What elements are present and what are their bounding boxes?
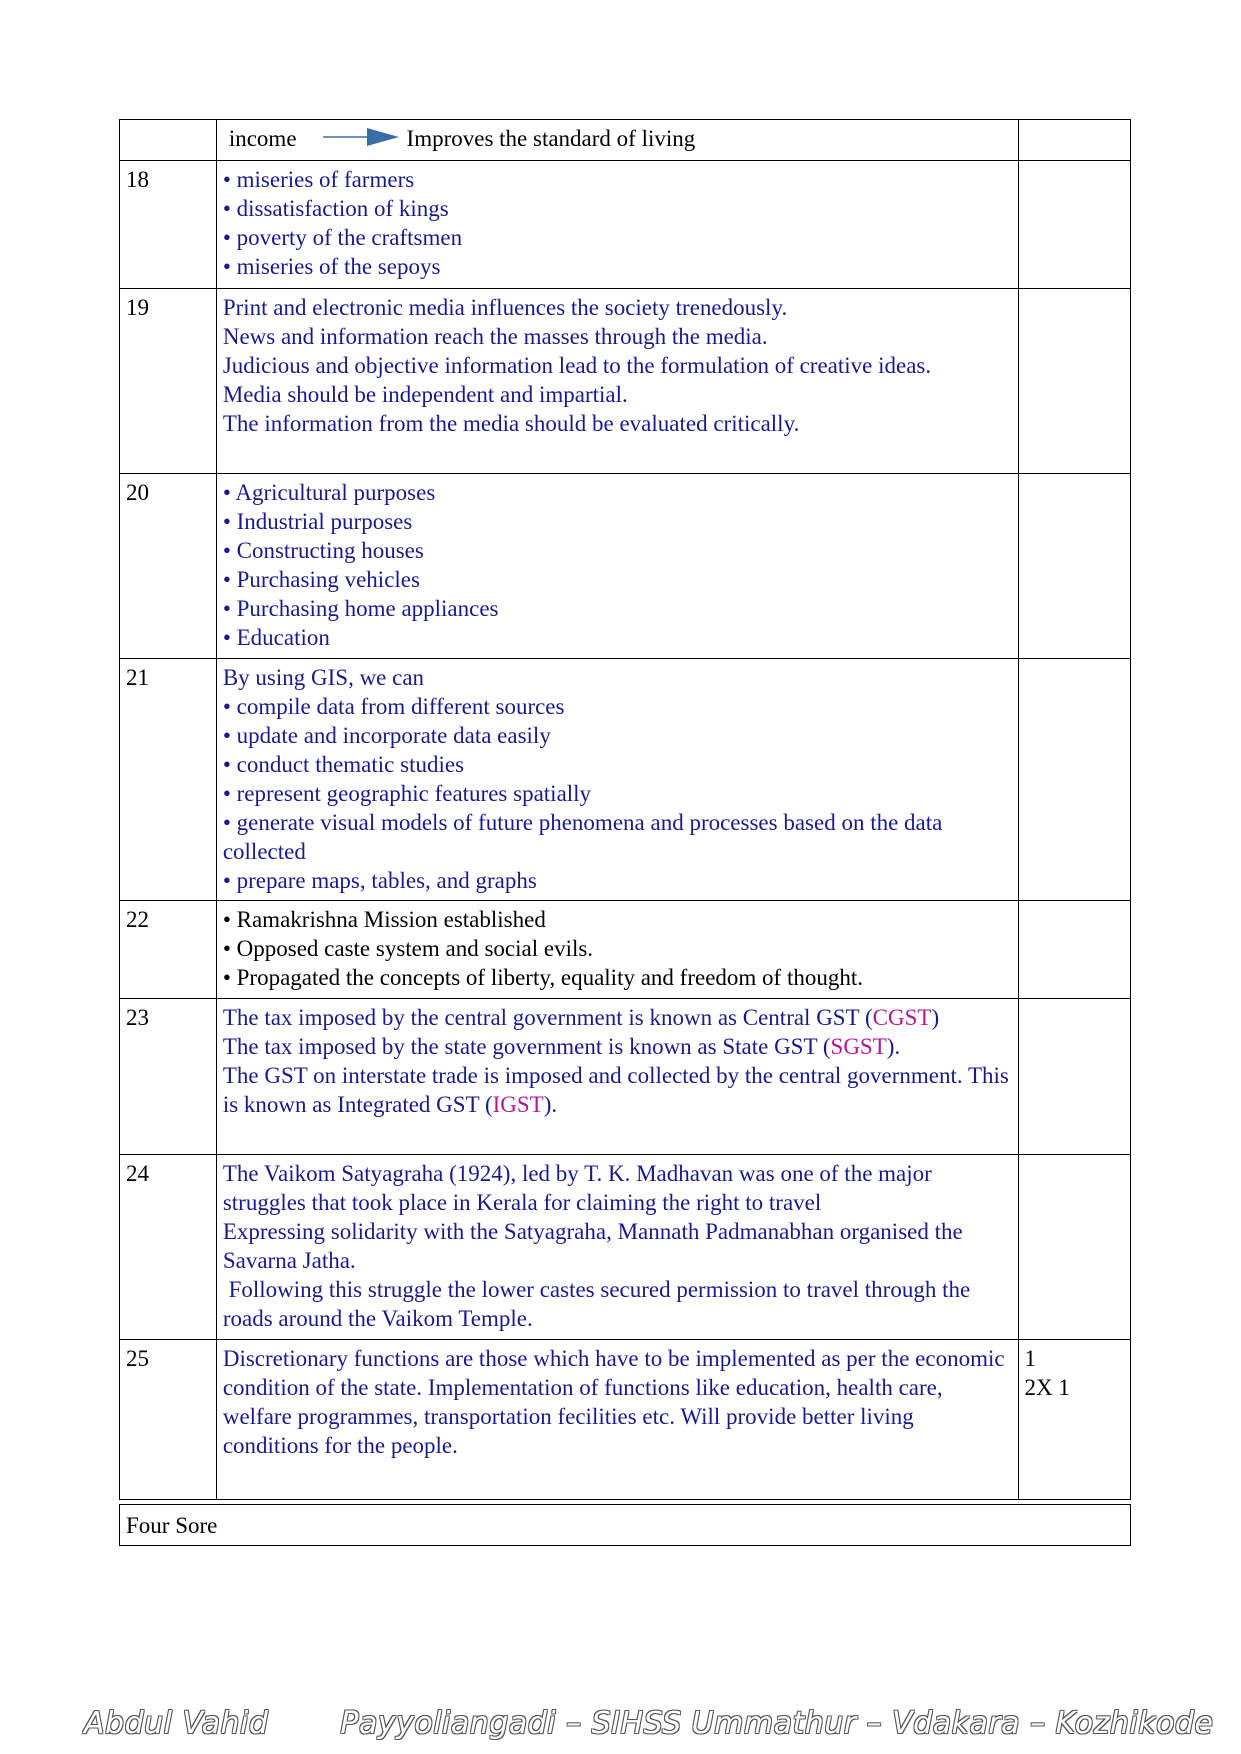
arrow-right-icon	[323, 126, 399, 155]
marks-cell	[1018, 659, 1130, 901]
marks-cell	[1018, 474, 1130, 659]
marks-value: 2X 1	[1024, 1375, 1070, 1400]
answer-line: • Industrial purposes	[222, 509, 413, 534]
gst-text: ).	[886, 1034, 901, 1059]
answer-line: • poverty of the craftsmen	[222, 225, 463, 250]
marks-cell	[1018, 161, 1130, 289]
table-row	[120, 474, 1131, 659]
answer-line: • generate visual models of future phenomena and processes based on the data collected	[222, 810, 943, 864]
gst-abbr: SGST	[830, 1034, 887, 1059]
table-row	[120, 161, 1131, 289]
school-location: Payyoliangadi – SIHSS Ummathur – Vdakara – Kozhikode	[340, 1706, 1214, 1741]
answer-line: • Purchasing vehicles	[222, 567, 420, 592]
question-number: 23	[120, 999, 217, 1155]
answer-line: • Ramakrishna Mission established	[222, 907, 546, 932]
answer-line: News and information reach the masses through the media.	[222, 324, 768, 349]
answer-cell	[216, 120, 1018, 161]
table-row	[120, 120, 1131, 161]
gst-text: The tax imposed by the state government is known as State GST (	[222, 1034, 831, 1059]
answer-line: • compile data from different sources	[222, 694, 565, 719]
answer-line	[223, 1032, 1012, 1061]
gst-text: )	[931, 1005, 940, 1030]
question-number: 24	[120, 1155, 217, 1340]
question-number	[120, 120, 217, 161]
answer-line: Discretionary functions are those which have to be implemented as per the economic condition of the state. Implementation of functions like education, health care, welfare programmes, transportation fecilities etc. Will provide better living conditions for the people.	[222, 1346, 1005, 1458]
marks-cell	[1018, 289, 1130, 474]
answer-line: • miseries of farmers	[222, 167, 415, 192]
improves-label: Improves the standard of living	[406, 126, 696, 151]
answer-cell	[216, 1155, 1018, 1340]
answer-line	[223, 1061, 1012, 1119]
answer-line: Print and electronic media influences the society trenedously.	[222, 295, 788, 320]
marks-cell	[1018, 1340, 1130, 1500]
answer-line: The information from the media should be evaluated critically.	[222, 411, 800, 436]
four-score-label: Four Sore	[120, 1505, 1131, 1546]
answer-cell	[216, 999, 1018, 1155]
answer-key-table	[119, 119, 1131, 1500]
answer-line: • Education	[222, 625, 330, 650]
marks-cell	[1018, 1155, 1130, 1340]
question-number: 21	[120, 659, 217, 901]
marks-cell	[1018, 120, 1130, 161]
answer-line: Following this struggle the lower castes secured permission to travel through the roads around the Vaikom Temple.	[222, 1277, 976, 1331]
answer-cell	[216, 901, 1018, 999]
table-row	[120, 901, 1131, 999]
answer-line: • update and incorporate data easily	[222, 723, 551, 748]
income-label: income	[228, 126, 297, 151]
gst-abbr: CGST	[872, 1005, 932, 1030]
marks-value: 1	[1024, 1346, 1037, 1371]
answer-line: Judicious and objective information lead to the formulation of creative ideas.	[222, 353, 932, 378]
answer-line: • Constructing houses	[222, 538, 424, 563]
table-row	[120, 1505, 1131, 1546]
answer-line: • dissatisfaction of kings	[222, 196, 449, 221]
question-number: 19	[120, 289, 217, 474]
gst-text: The tax imposed by the central government is known as Central GST (	[222, 1005, 873, 1030]
answer-cell	[216, 1340, 1018, 1500]
question-number: 20	[120, 474, 217, 659]
table-row	[120, 1340, 1131, 1500]
page-footer	[84, 1706, 1213, 1741]
question-number: 22	[120, 901, 217, 999]
question-number: 25	[120, 1340, 217, 1500]
answer-line: • represent geographic features spatially	[222, 781, 592, 806]
answer-cell	[216, 659, 1018, 901]
answer-line	[223, 1003, 1012, 1032]
answer-line: Media should be independent and impartial.	[222, 382, 628, 407]
answer-line: • Purchasing home appliances	[222, 596, 499, 621]
answer-line: Expressing solidarity with the Satyagraha, Mannath Padmanabhan organised the Savarna Jatha.	[222, 1219, 963, 1273]
answer-line: • prepare maps, tables, and graphs	[222, 868, 537, 893]
answer-cell	[216, 289, 1018, 474]
marks-cell	[1018, 901, 1130, 999]
answer-line: By using GIS, we can	[222, 665, 425, 690]
answer-cell	[216, 161, 1018, 289]
answer-line: • conduct thematic studies	[222, 752, 465, 777]
answer-line: • Propagated the concepts of liberty, equality and freedom of thought.	[222, 965, 863, 990]
question-number: 18	[120, 161, 217, 289]
gst-abbr: IGST	[492, 1092, 544, 1117]
score-footer-table	[119, 1504, 1131, 1546]
table-row	[120, 659, 1131, 901]
answer-cell	[216, 474, 1018, 659]
answer-line: • Opposed caste system and social evils.	[222, 936, 594, 961]
gst-text: ).	[543, 1092, 558, 1117]
table-row	[120, 289, 1131, 474]
table-row	[120, 1155, 1131, 1340]
answer-line: • miseries of the sepoys	[222, 254, 441, 279]
table-row	[120, 999, 1131, 1155]
marks-cell	[1018, 999, 1130, 1155]
answer-line: The Vaikom Satyagraha (1924), led by T. K. Madhavan was one of the major struggles that took place in Kerala for claiming the right to travel	[222, 1161, 932, 1215]
gst-text: The GST on interstate trade is imposed and collected by the central government. This is known as Integrated GST (	[222, 1063, 1009, 1117]
author-name: Abdul Vahid	[84, 1706, 269, 1741]
answer-line: • Agricultural purposes	[222, 480, 436, 505]
